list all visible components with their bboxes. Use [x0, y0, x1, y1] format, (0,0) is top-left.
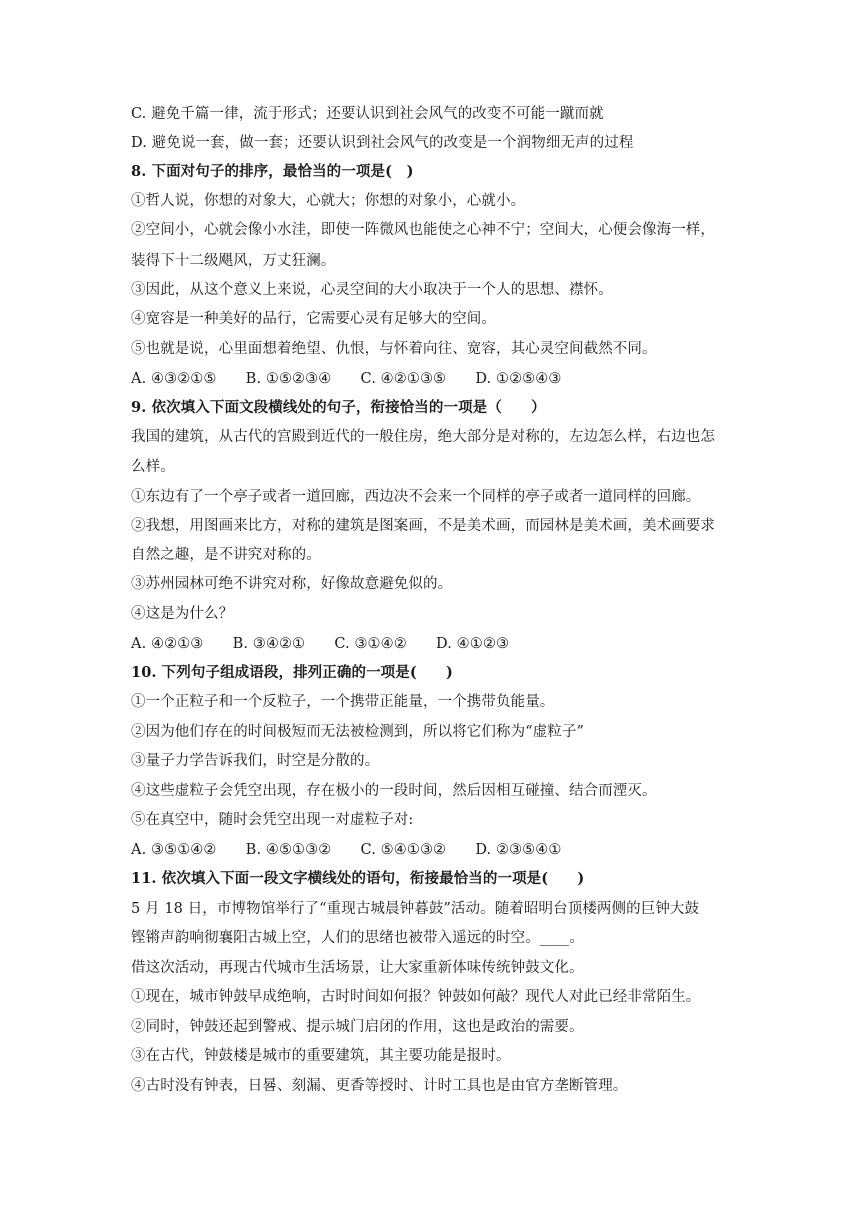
q8-options: A. ④③②①⑤ B. ①⑤②③④ C. ④②①③⑤ D. ①②⑤④③	[131, 371, 562, 387]
q9-sentence-1: ①东边有了一个亭子或者一道回廊，西边决不会来一个同样的亭子或者一道同样的回廊。	[131, 489, 701, 505]
option-d-q7: D. 避免说一套，做一套；还要认识到社会风气的改变是一个润物细无声的过程	[131, 135, 634, 151]
q11-sentence-1: ①现在，城市钟鼓早成绝响，古时时间如何报？钟鼓如何敲？现代人对此已经非常陌生。	[131, 989, 701, 1005]
q9-sentence-4: ④这是为什么？	[131, 606, 234, 622]
q9-sentence-3: ③苏州园林可绝不讲究对称，好像故意避免似的。	[131, 576, 453, 592]
q8-sentence-4: ④宽容是一种美好的品行，它需要心灵有足够大的空间。	[131, 311, 496, 327]
q11-passage-cont: 铿锵声韵响彻襄阳古城上空，人们的思绪也被带入遥远的时空。____。	[131, 930, 584, 946]
q9-passage: 我国的建筑，从古代的宫殿到近代的一般住房，绝大部分是对称的，左边怎么样，右边也怎	[131, 429, 715, 445]
q9-sentence-2: ②我想，用图画来比方，对称的建筑是图案画，不是美术画，而园林是美术画，美术画要求	[131, 518, 715, 534]
q8-sentence-3: ③因此，从这个意义上来说，心灵空间的大小取决于一个人的思想、襟怀。	[131, 282, 613, 298]
q10-options: A. ③⑤①④② B. ④⑤①③② C. ⑤④①③② D. ②③⑤④①	[131, 842, 562, 858]
q10-sentence-1: ①一个正粒子和一个反粒子，一个携带正能量，一个携带负能量。	[131, 694, 555, 710]
q9-sentence-2-cont: 自然之趣，是不讲究对称的。	[131, 547, 321, 563]
q10-sentence-3: ③量子力学告诉我们，时空是分散的。	[131, 753, 380, 769]
q11-sentence-4: ④古时没有钟表，日晷、刻漏、更香等授时、计时工具也是由官方垄断管理。	[131, 1078, 628, 1094]
q8-sentence-2-cont: 装得下十二级飓风，万丈狂澜。	[131, 253, 336, 269]
q8-sentence-5: ⑤也就是说，心里面想着绝望、仇恨，与怀着向往、宽容，其心灵空间截然不同。	[131, 341, 657, 357]
question-8-stem: 8. 下面对句子的排序，最恰当的一项是( )	[131, 163, 414, 180]
q9-passage-cont: 么样。	[131, 459, 175, 475]
q11-passage: 5 月 18 日，市博物馆举行了“重现古城晨钟暮鼓”活动。随着昭明台顶楼两侧的巨钟大鼓	[131, 901, 700, 917]
q8-sentence-1: ①哲人说，你想的对象大，心就大；你想的对象小，心就小。	[131, 193, 526, 209]
q10-sentence-5: ⑤在真空中，随时会凭空出现一对虚粒子对:	[131, 812, 414, 828]
q11-sentence-3: ③在古代，钟鼓楼是城市的重要建筑，其主要功能是报时。	[131, 1048, 511, 1064]
q9-options: A. ④②①③ B. ③④②① C. ③①④② D. ④①②③	[131, 636, 510, 652]
q8-sentence-2: ②空间小，心就会像小水洼，即使一阵微风也能使之心神不宁；空间大，心便会像海一样，	[131, 222, 715, 238]
q10-sentence-2: ②因为他们存在的时间极短而无法被检测到，所以将它们称为“虚粒子”	[131, 724, 585, 740]
q11-passage-end: 借这次活动，再现古代城市生活场景，让大家重新体味传统钟鼓文化。	[131, 960, 584, 976]
q10-sentence-4: ④这些虚粒子会凭空出现，存在极小的一段时间，然后因相互碰撞、结合而湮灭。	[131, 783, 657, 799]
option-c-q7: C. 避免千篇一律，流于形式；还要认识到社会风气的改变不可能一蹴而就	[131, 106, 604, 122]
q11-sentence-2: ②同时，钟鼓还起到警戒、提示城门启闭的作用，这也是政治的需要。	[131, 1019, 584, 1035]
question-11-stem: 11. 依次填入下面一段文字横线处的语句，衔接最恰当的一项是( )	[131, 870, 585, 887]
question-10-stem: 10. 下列句子组成语段，排列正确的一项是( )	[131, 664, 453, 681]
question-9-stem: 9. 依次填入下面文段横线处的句子，衔接恰当的一项是（ ）	[131, 399, 546, 416]
